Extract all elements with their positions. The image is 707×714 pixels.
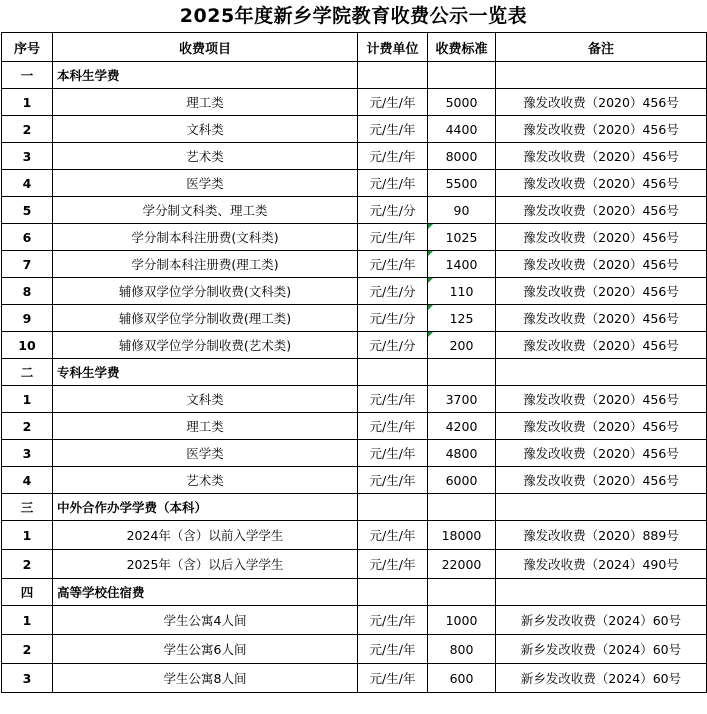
section-row bbox=[2, 62, 707, 89]
row-item: 学分制本科注册费(文科类) bbox=[53, 224, 358, 251]
row-unit: 元/生/年 bbox=[358, 89, 428, 116]
cell-comment-marker-icon bbox=[428, 224, 433, 229]
table-body bbox=[2, 62, 707, 693]
header-unit: 计费单位 bbox=[358, 33, 428, 62]
row-standard: 90 bbox=[428, 197, 496, 224]
table-row bbox=[2, 413, 707, 440]
row-seq: 2 bbox=[2, 116, 53, 143]
table-row bbox=[2, 635, 707, 664]
row-seq: 1 bbox=[2, 386, 53, 413]
row-seq: 3 bbox=[2, 664, 53, 693]
section-seq: 三 bbox=[2, 494, 53, 521]
row-note: 豫发改收费（2020）456号 bbox=[496, 278, 707, 305]
section-note-empty bbox=[496, 494, 707, 521]
row-standard: 800 bbox=[428, 635, 496, 664]
row-unit: 元/生/年 bbox=[358, 521, 428, 550]
table-row bbox=[2, 440, 707, 467]
row-standard: 6000 bbox=[428, 467, 496, 494]
header-note: 备注 bbox=[496, 33, 707, 62]
row-item: 辅修双学位学分制收费(艺术类) bbox=[53, 332, 358, 359]
row-note: 豫发改收费（2020）456号 bbox=[496, 197, 707, 224]
table-row bbox=[2, 386, 707, 413]
row-item: 艺术类 bbox=[53, 467, 358, 494]
row-seq: 3 bbox=[2, 143, 53, 170]
row-standard bbox=[428, 251, 496, 278]
row-note: 豫发改收费（2020）456号 bbox=[496, 386, 707, 413]
row-seq: 6 bbox=[2, 224, 53, 251]
section-name: 本科生学费 bbox=[53, 62, 358, 89]
row-item: 文科类 bbox=[53, 116, 358, 143]
cell-comment-marker-icon bbox=[428, 305, 433, 310]
row-item: 学分制本科注册费(理工类) bbox=[53, 251, 358, 278]
row-standard bbox=[428, 224, 496, 251]
row-standard: 22000 bbox=[428, 550, 496, 579]
row-unit: 元/生/年 bbox=[358, 550, 428, 579]
section-unit-empty bbox=[358, 494, 428, 521]
section-unit-empty bbox=[358, 62, 428, 89]
header-item: 收费项目 bbox=[53, 33, 358, 62]
table-row bbox=[2, 116, 707, 143]
row-standard: 4400 bbox=[428, 116, 496, 143]
row-unit: 元/生/年 bbox=[358, 386, 428, 413]
row-unit: 元/生/分 bbox=[358, 332, 428, 359]
row-unit: 元/生/年 bbox=[358, 251, 428, 278]
row-standard: 600 bbox=[428, 664, 496, 693]
row-item: 学分制文科类、理工类 bbox=[53, 197, 358, 224]
row-unit: 元/生/年 bbox=[358, 143, 428, 170]
row-item: 理工类 bbox=[53, 413, 358, 440]
section-standard-empty bbox=[428, 359, 496, 386]
row-standard: 8000 bbox=[428, 143, 496, 170]
section-row bbox=[2, 494, 707, 521]
section-standard-empty bbox=[428, 494, 496, 521]
row-note: 豫发改收费（2020）456号 bbox=[496, 413, 707, 440]
row-note: 新乡发改收费（2024）60号 bbox=[496, 664, 707, 693]
row-unit: 元/生/年 bbox=[358, 224, 428, 251]
row-note: 豫发改收费（2024）490号 bbox=[496, 550, 707, 579]
row-note: 豫发改收费（2020）456号 bbox=[496, 251, 707, 278]
row-standard bbox=[428, 305, 496, 332]
row-seq: 5 bbox=[2, 197, 53, 224]
row-standard-value: 1025 bbox=[445, 229, 478, 245]
row-seq: 3 bbox=[2, 440, 53, 467]
table-row bbox=[2, 521, 707, 550]
row-item: 医学类 bbox=[53, 440, 358, 467]
row-unit: 元/生/年 bbox=[358, 116, 428, 143]
row-standard: 4800 bbox=[428, 440, 496, 467]
section-name: 专科生学费 bbox=[53, 359, 358, 386]
section-seq: 一 bbox=[2, 62, 53, 89]
row-unit: 元/生/分 bbox=[358, 197, 428, 224]
row-unit: 元/生/分 bbox=[358, 305, 428, 332]
row-unit: 元/生/年 bbox=[358, 413, 428, 440]
header-seq: 序号 bbox=[2, 33, 53, 62]
table-row bbox=[2, 606, 707, 635]
row-item: 医学类 bbox=[53, 170, 358, 197]
row-standard-value: 1400 bbox=[445, 256, 478, 272]
table-row bbox=[2, 170, 707, 197]
row-seq: 10 bbox=[2, 332, 53, 359]
row-item: 文科类 bbox=[53, 386, 358, 413]
row-note: 豫发改收费（2020）456号 bbox=[496, 332, 707, 359]
table-row bbox=[2, 664, 707, 693]
section-name: 高等学校住宿费 bbox=[53, 579, 358, 606]
row-seq: 9 bbox=[2, 305, 53, 332]
row-seq: 2 bbox=[2, 635, 53, 664]
row-standard-value: 110 bbox=[449, 283, 474, 299]
header-standard: 收费标准 bbox=[428, 33, 496, 62]
row-unit: 元/生/年 bbox=[358, 606, 428, 635]
row-standard bbox=[428, 278, 496, 305]
row-item: 辅修双学位学分制收费(文科类) bbox=[53, 278, 358, 305]
row-unit: 元/生/年 bbox=[358, 467, 428, 494]
table-row bbox=[2, 224, 707, 251]
row-note: 豫发改收费（2020）456号 bbox=[496, 116, 707, 143]
table-row bbox=[2, 197, 707, 224]
row-unit: 元/生/年 bbox=[358, 440, 428, 467]
table-row bbox=[2, 550, 707, 579]
row-standard: 18000 bbox=[428, 521, 496, 550]
row-note: 豫发改收费（2020）456号 bbox=[496, 143, 707, 170]
row-note: 新乡发改收费（2024）60号 bbox=[496, 606, 707, 635]
row-seq: 8 bbox=[2, 278, 53, 305]
row-note: 豫发改收费（2020）456号 bbox=[496, 224, 707, 251]
row-seq: 7 bbox=[2, 251, 53, 278]
page-title: 2025年度新乡学院教育收费公示一览表 bbox=[179, 5, 528, 27]
row-item: 艺术类 bbox=[53, 143, 358, 170]
cell-comment-marker-icon bbox=[428, 332, 433, 337]
section-standard-empty bbox=[428, 579, 496, 606]
table-row bbox=[2, 143, 707, 170]
section-seq: 二 bbox=[2, 359, 53, 386]
row-note: 豫发改收费（2020）456号 bbox=[496, 89, 707, 116]
section-note-empty bbox=[496, 359, 707, 386]
row-seq: 2 bbox=[2, 413, 53, 440]
row-standard: 3700 bbox=[428, 386, 496, 413]
row-seq: 1 bbox=[2, 521, 53, 550]
section-note-empty bbox=[496, 579, 707, 606]
row-item: 2024年（含）以前入学学生 bbox=[53, 521, 358, 550]
row-standard: 5500 bbox=[428, 170, 496, 197]
section-unit-empty bbox=[358, 579, 428, 606]
row-seq: 2 bbox=[2, 550, 53, 579]
row-item: 学生公寓4人间 bbox=[53, 606, 358, 635]
table-row bbox=[2, 305, 707, 332]
row-standard-value: 125 bbox=[449, 310, 474, 326]
row-standard-value: 200 bbox=[449, 337, 474, 353]
row-seq: 4 bbox=[2, 170, 53, 197]
row-note: 豫发改收费（2020）456号 bbox=[496, 440, 707, 467]
row-item: 2025年（含）以后入学学生 bbox=[53, 550, 358, 579]
row-item: 学生公寓8人间 bbox=[53, 664, 358, 693]
row-unit: 元/生/年 bbox=[358, 170, 428, 197]
section-standard-empty bbox=[428, 62, 496, 89]
row-seq: 4 bbox=[2, 467, 53, 494]
section-note-empty bbox=[496, 62, 707, 89]
cell-comment-marker-icon bbox=[428, 251, 433, 256]
table-row bbox=[2, 332, 707, 359]
row-standard: 1000 bbox=[428, 606, 496, 635]
section-row bbox=[2, 359, 707, 386]
table-header-row bbox=[2, 33, 707, 62]
table-row bbox=[2, 467, 707, 494]
fee-table bbox=[1, 32, 707, 693]
row-note: 豫发改收费（2020）456号 bbox=[496, 170, 707, 197]
row-unit: 元/生/年 bbox=[358, 635, 428, 664]
table-row bbox=[2, 89, 707, 116]
row-standard: 4200 bbox=[428, 413, 496, 440]
section-unit-empty bbox=[358, 359, 428, 386]
table-row bbox=[2, 251, 707, 278]
table-row bbox=[2, 278, 707, 305]
row-note: 豫发改收费（2020）456号 bbox=[496, 305, 707, 332]
row-item: 理工类 bbox=[53, 89, 358, 116]
row-unit: 元/生/分 bbox=[358, 278, 428, 305]
row-note: 豫发改收费（2020）889号 bbox=[496, 521, 707, 550]
row-standard: 5000 bbox=[428, 89, 496, 116]
row-item: 学生公寓6人间 bbox=[53, 635, 358, 664]
section-row bbox=[2, 579, 707, 606]
row-seq: 1 bbox=[2, 89, 53, 116]
cell-comment-marker-icon bbox=[428, 278, 433, 283]
row-seq: 1 bbox=[2, 606, 53, 635]
row-note: 新乡发改收费（2024）60号 bbox=[496, 635, 707, 664]
row-standard bbox=[428, 332, 496, 359]
row-unit: 元/生/年 bbox=[358, 664, 428, 693]
row-item: 辅修双学位学分制收费(理工类) bbox=[53, 305, 358, 332]
section-seq: 四 bbox=[2, 579, 53, 606]
section-name: 中外合作办学学费（本科） bbox=[53, 494, 358, 521]
row-note: 豫发改收费（2020）456号 bbox=[496, 467, 707, 494]
